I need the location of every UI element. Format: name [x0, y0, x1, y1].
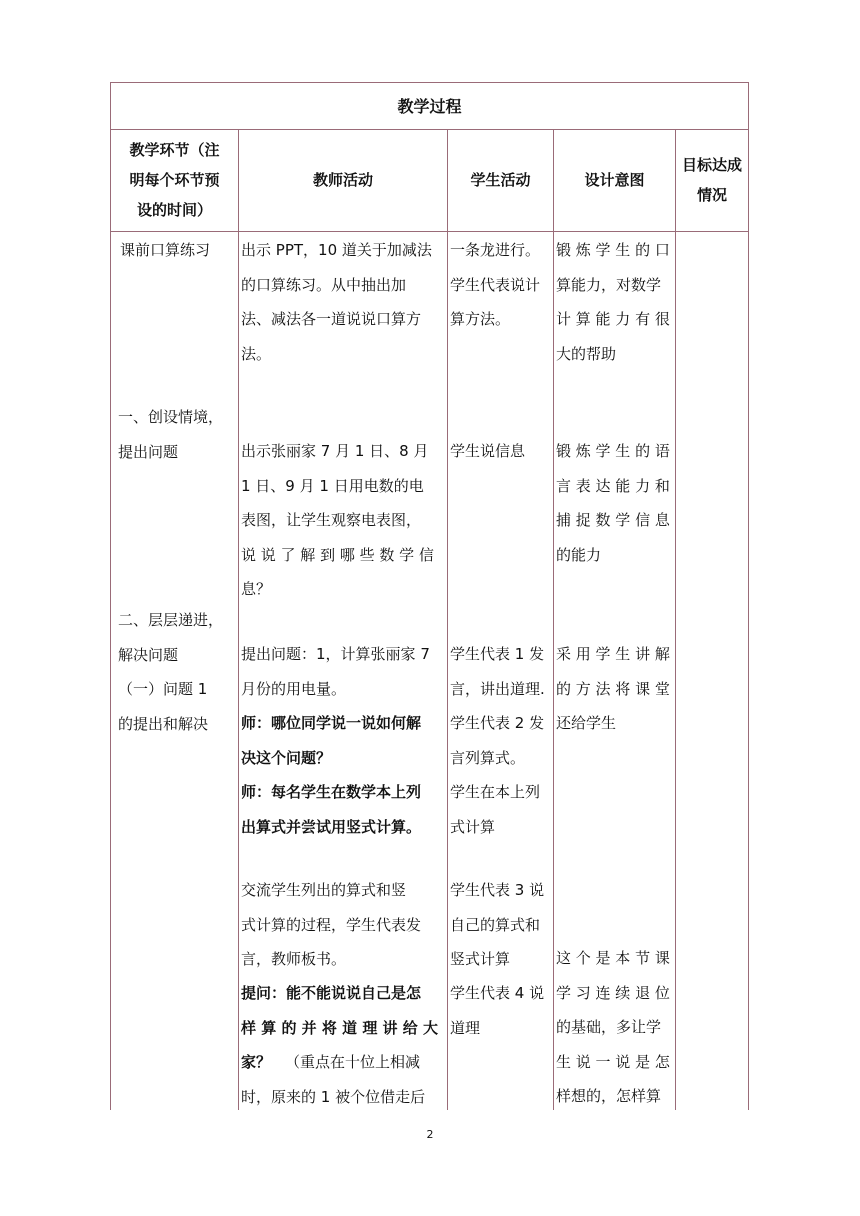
teacher-activity-5: 师：每名学生在数学本上列 出算式并尝试用竖式计算。 [241, 783, 422, 836]
header-goal: 目标达成 情况 [681, 156, 742, 204]
design-intent-1: 锻 炼 学 生 的 口 算能力，对数学 计 算 能 力 有 很 大的帮助 [556, 241, 670, 363]
teacher-activity-6: 交流学生列出的算式和竖 式计算的过程，学生代表发 言，教师板书。 [241, 881, 422, 968]
teacher-activity-1: 出示 PPT，10 道关于加减法 的口算练习。从中抽出加 法、减法各一道说说口算方 法。 [241, 241, 432, 363]
design-intent-2: 锻 炼 学 生 的 语 言 表 达 能 力 和 捕 捉 数 学 信 息 的能力 [556, 442, 670, 564]
table-left-border [110, 82, 111, 1110]
table-col-divider-3 [553, 129, 554, 1110]
teacher-activity-3: 提出问题：1，计算张丽家 7 月份的用电量。 [241, 645, 430, 698]
table-right-border [748, 82, 749, 1110]
design-intent-3: 采 用 学 生 讲 解 的 方 法 将 课 堂 还给学生 [556, 645, 670, 732]
table-title: 教学过程 [397, 97, 462, 116]
student-activity-6: 学生代表 4 说 道理 [450, 984, 545, 1037]
design-intent-4: 这 个 是 本 节 课 学 习 连 续 退 位 的基础，多让学 生 说 一 说 是 怎 样想的，怎样算 [556, 949, 670, 1105]
teacher-activity-9: 时，原来的 1 被个位借走后 [241, 1088, 426, 1106]
table-col-divider-1 [238, 129, 239, 1110]
page-number: 2 [426, 1128, 434, 1141]
header-stage: 教学环节（注 明每个环节预 设的时间） [129, 141, 220, 219]
student-activity-2: 学生说信息 [450, 442, 526, 460]
teacher-activity-8: （重点在十位上相减 [285, 1053, 421, 1071]
stage-two: 二、层层递进， 解决问题 （一）问题 1 的提出和解决 [118, 611, 224, 733]
stage-one: 一、创设情境， 提出问题 [118, 408, 224, 461]
header-teacher: 教师活动 [312, 171, 373, 189]
table-header-divider [110, 231, 749, 232]
student-activity-5: 学生代表 3 说 自己的算式和 竖式计算 [450, 881, 545, 968]
table-col-divider-4 [675, 129, 676, 1110]
header-intent: 设计意图 [584, 171, 645, 189]
teacher-activity-7: 提问：能不能说说自己是怎 样 算 的 并 将 道 理 讲 给 大 家？ [241, 984, 439, 1071]
table-col-divider-2 [447, 129, 448, 1110]
teacher-activity-2: 出示张丽家 7 月 1 日、8 月 1 日、9 月 1 日用电数的电 表图，让学生观察电表图， 说 说 了 解 到 哪 些 数 学 信 息？ [241, 442, 434, 598]
stage-preclass: 课前口算练习 [120, 241, 211, 259]
header-student: 学生活动 [470, 171, 531, 189]
teacher-activity-4: 师：哪位同学说一说如何解 决这个问题？ [241, 714, 422, 767]
student-activity-1: 一条龙进行。 学生代表说计 算方法。 [450, 241, 541, 328]
student-activity-3: 学生代表 1 发 言，讲出道理. 学生代表 2 发 言列算式。 [450, 645, 545, 767]
student-activity-4: 学生在本上列 式计算 [450, 783, 541, 836]
